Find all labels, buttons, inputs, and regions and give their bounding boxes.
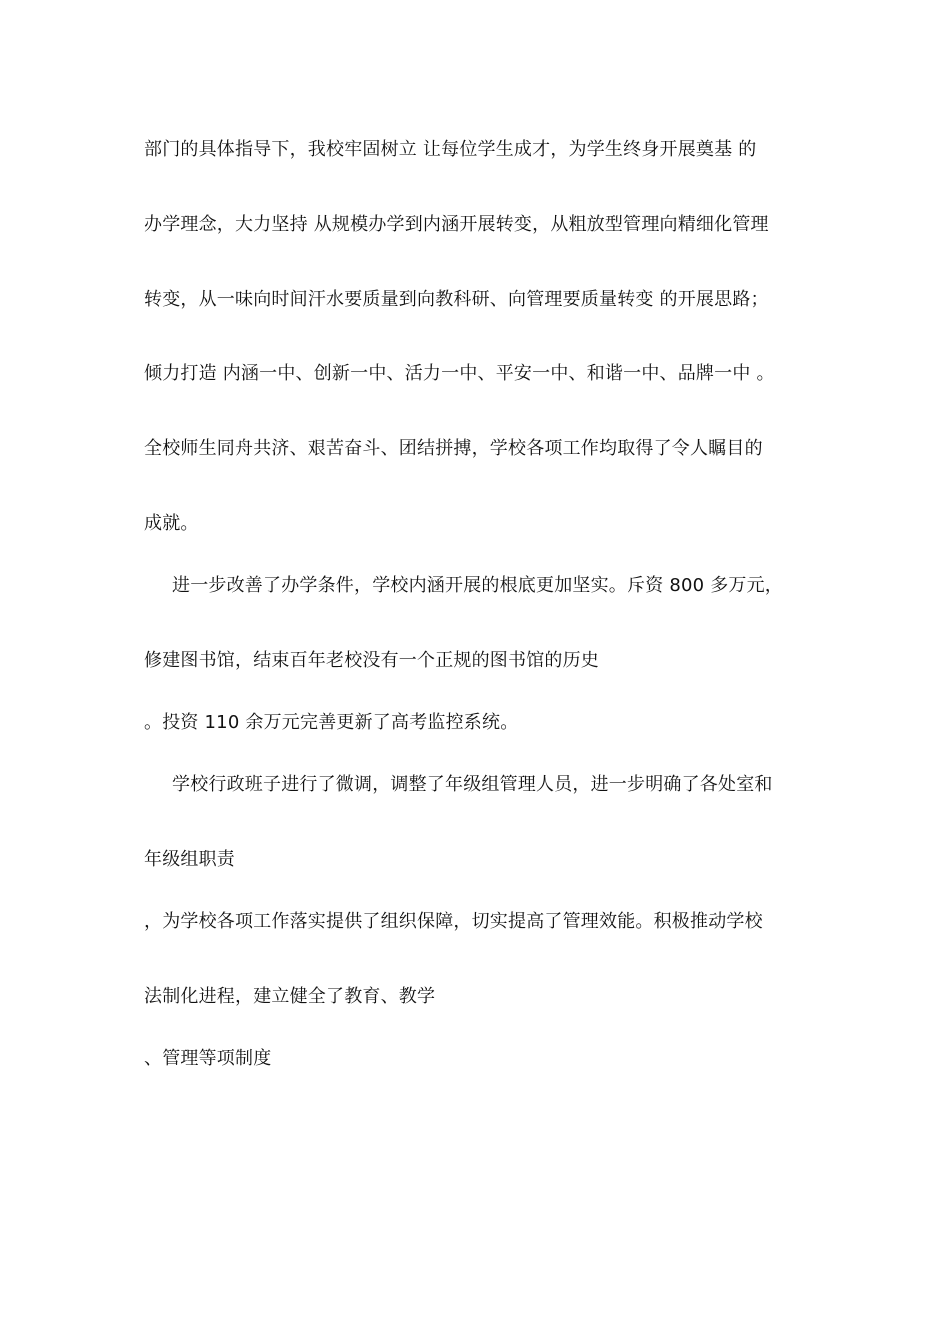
text-line-13: 法制化进程，建立健全了教育、教学 [144, 986, 436, 1007]
text-line-8: 修建图书馆，结束百年老校没有一个正规的图书馆的历史 [144, 650, 599, 671]
text-line-6: 成就。 [144, 513, 199, 534]
text-line-14: 、管理等项制度 [144, 1048, 272, 1069]
text-line-9: 。投资 110 余万元完善更新了高考监控系统。 [144, 712, 519, 733]
text-line-11: 年级组职责 [144, 849, 235, 870]
text-line-1: 部门的具体指导下，我校牢固树立 让每位学生成才，为学生终身开展奠基 的 [144, 139, 757, 160]
text-line-3: 转变，从一味向时间汗水要质量到向教科研、向管理要质量转变 的开展思路； [144, 289, 769, 310]
text-line-4: 倾力打造 内涵一中、创新一中、活力一中、平安一中、和谐一中、品牌一中 。 [144, 363, 775, 384]
text-line-2: 办学理念，大力坚持 从规模办学到内涵开展转变，从粗放型管理向精细化管理 [144, 214, 769, 235]
text-line-7: 进一步改善了办学条件，学校内涵开展的根底更加坚实。斥资 800 多万元， [172, 575, 783, 596]
text-line-12: ，为学校各项工作落实提供了组织保障，切实提高了管理效能。积极推动学校 [144, 911, 763, 932]
text-line-10: 学校行政班子进行了微调，调整了年级组管理人员，进一步明确了各处室和 [172, 774, 773, 795]
text-line-5: 全校师生同舟共济、艰苦奋斗、团结拼搏，学校各项工作均取得了令人瞩目的 [144, 438, 763, 459]
